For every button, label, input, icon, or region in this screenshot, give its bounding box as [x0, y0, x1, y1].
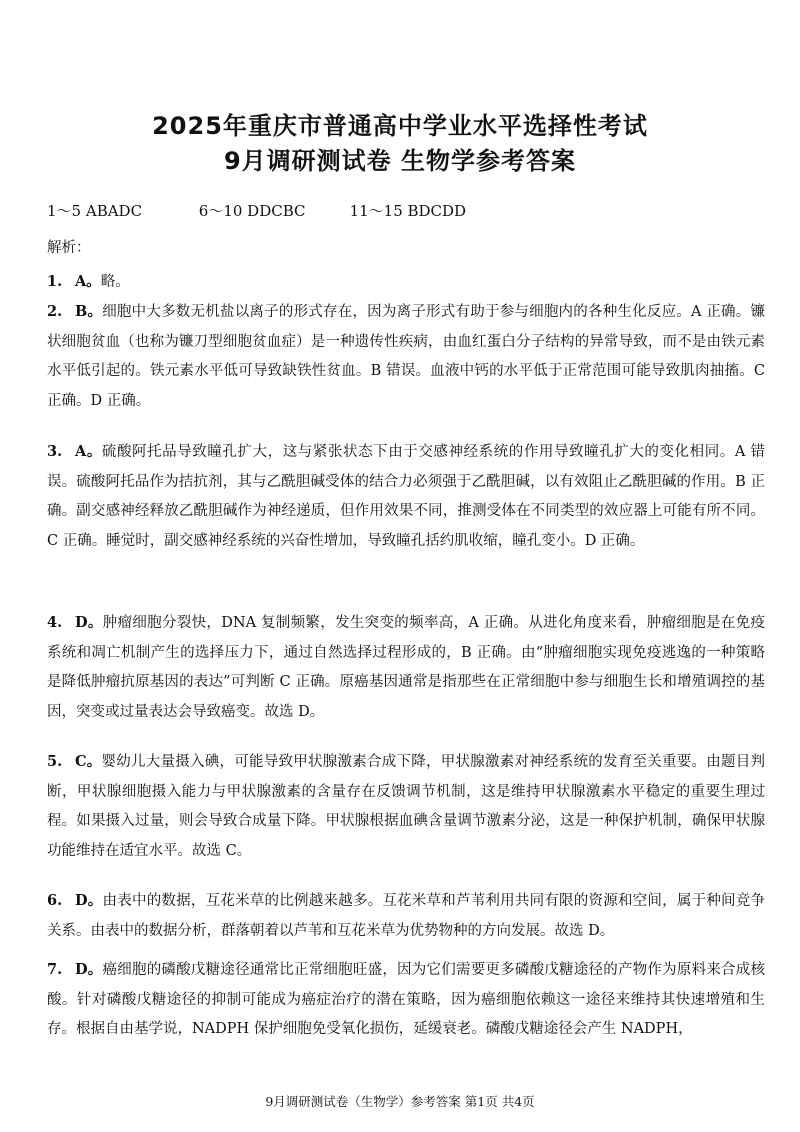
question-text: 癌细胞的磷酸戊糖途径通常比正常细胞旺盛，因为它们需要更多磷酸戊糖途径的产物作为原料来合成核酸。针对磷酸戊糖途径的抑制可能成为癌症治疗的潜在策略，因为癌细胞依赖这一途径来维持其快速增殖和生存。根据自由基学说，NADPH 保护细胞免受氧化损伤，延缓衰老。磷酸戊糖途径会产生 NADPH，	[47, 962, 765, 1038]
page-footer: 9月调研测试卷（生物学）参考答案 第1页 共4页	[265, 1094, 535, 1109]
question-text: 由表中的数据，互花米草的比例越来越多。互花米草和芦苇利用共同有限的资源和空间，属于种间竞争关系。由表中的数据分析，群落朝着以芦苇和互花米草为优势物种的方向发展。故选 D。	[47, 893, 765, 939]
question-number: 7.	[47, 961, 63, 978]
answer-key	[47, 200, 466, 221]
answer-group: 1～5 ABADC	[47, 202, 143, 220]
question-answer: D。	[75, 961, 103, 978]
question-2	[47, 297, 765, 416]
question-4	[47, 608, 765, 727]
answer-group: 11～15 BDCDD	[349, 202, 467, 220]
question-number: 1.	[47, 273, 63, 290]
question-7	[47, 955, 765, 1045]
question-text: 细胞中大多数无机盐以离子的形式存在，因为离子形式有助于参与细胞内的各种生化反应。A 正确。镰状细胞贫血（也称为镰刀型细胞贫血症）是一种遗传性疾病，由血红蛋白分子结构的异常导致，而不是由铁元素水平低引起的。铁元素水平低可导致缺铁性贫血。B 错误。血液中钙的水平低于正常范围可能导致肌肉抽搐。C 正确。D 正确。	[47, 304, 765, 409]
question-number: 5.	[47, 753, 63, 770]
question-answer: B。	[75, 303, 103, 320]
question-number: 2.	[47, 303, 63, 320]
title-line-2: 9月调研测试卷 生物学参考答案	[223, 147, 577, 175]
title-line-1: 2025年重庆市普通高中学业水平选择性考试	[152, 112, 648, 140]
question-text: 婴幼儿大量摄入碘，可能导致甲状腺激素合成下降，甲状腺激素对神经系统的发育至关重要。由题目判断，甲状腺细胞摄入能力与甲状腺激素的含量存在反馈调节机制，这是维持甲状腺激素水平稳定的重要生理过程。如果摄入过量，则会导致合成量下降。甲状腺根据血碘含量调节激素分泌，这是一种保护机制，确保甲状腺功能维持在适宜水平。故选 C。	[47, 754, 765, 859]
question-answer: D。	[75, 892, 103, 909]
question-text: 肿瘤细胞分裂快，DNA 复制频繁，发生突变的频率高，A 正确。从进化角度来看，肿瘤细胞是在免疫系统和凋亡机制产生的选择压力下，通过自然选择过程形成的，B 正确。由“肿瘤细胞实现免疫逃逸的一种策略是降低肿瘤抗原基因的表达”可判断 C 正确。原癌基因通常是指那些在正常细胞中参与细胞生长和增殖调控的基因，突变或过量表达会导致癌变。故选 D。	[47, 615, 765, 720]
question-number: 3.	[47, 443, 63, 460]
analysis-label: 解析：	[47, 240, 91, 256]
question-number: 6.	[47, 892, 63, 909]
question-number: 4.	[47, 614, 63, 631]
question-3	[47, 437, 765, 556]
question-text: 硫酸阿托品导致瞳孔扩大，这与紧张状态下由于交感神经系统的作用导致瞳孔扩大的变化相同。A 错误。硫酸阿托品作为拮抗剂，其与乙酰胆碱受体的结合力必须强于乙酰胆碱，以有效阻止乙酰胆碱的作用。B 正确。副交感神经释放乙酰胆碱作为神经递质，但作用效果不同，推测受体在不同类型的效应器上可能有所不同。C 正确。睡觉时，副交感神经系统的兴奋性增加，导致瞳孔括约肌收缩，瞳孔变小。D 正确。	[47, 444, 765, 549]
answer-group: 6～10 DDCBC	[198, 202, 306, 220]
question-answer: A。	[75, 273, 101, 290]
question-6	[47, 886, 765, 946]
question-text: 略。	[100, 274, 130, 290]
question-5	[47, 747, 765, 866]
question-answer: C。	[75, 753, 102, 770]
question-answer: A。	[75, 443, 102, 460]
question-1	[47, 267, 765, 298]
question-answer: D。	[75, 614, 103, 631]
